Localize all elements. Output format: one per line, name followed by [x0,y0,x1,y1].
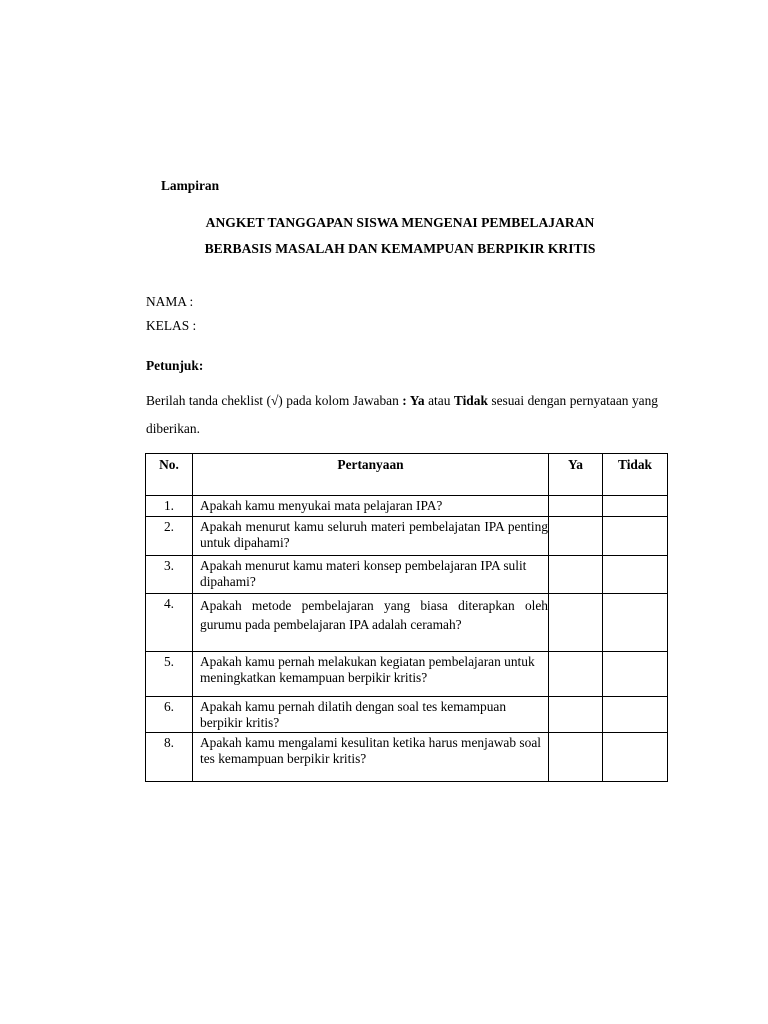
table-row [146,733,668,782]
answer-ya-cell[interactable] [549,496,603,517]
answer-tidak-cell[interactable] [603,733,668,782]
row-question: Apakah kamu mengalami kesulitan ketika harus menjawab soal tes kemampuan berpikir kritis? [193,733,549,782]
table-row [146,594,668,652]
answer-ya-cell[interactable] [549,594,603,652]
kelas-field: KELAS : [146,318,197,333]
row-question: Apakah menurut kamu seluruh materi pembelajatan IPA penting untuk dipahami? [193,517,549,556]
row-number: 5. [146,652,193,697]
instruction-tidak: Tidak [453,393,488,408]
instruction-ya: : Ya [402,393,425,408]
header-pertanyaan: Pertanyaan [193,454,549,496]
row-question: Apakah kamu menyukai mata pelajaran IPA? [193,496,549,517]
instruction-text-end: sesuai dengan pernyataan yang diberikan. [146,393,658,436]
answer-tidak-cell[interactable] [603,594,668,652]
answer-ya-cell[interactable] [549,556,603,594]
header-no: No. [146,454,193,496]
row-question: Apakah metode pembelajaran yang biasa diterapkan oleh gurumu pada pembelajaran IPA adalah ceramah? [193,594,549,652]
table-row [146,496,668,517]
row-question: Apakah menurut kamu materi konsep pembelajaran IPA sulit dipahami? [193,556,549,594]
table-row [146,652,668,697]
nama-field: NAMA : [146,294,194,309]
document-title-line-2: BERBASIS MASALAH DAN KEMAMPUAN BERPIKIR KRITIS [204,241,596,256]
answer-ya-cell[interactable] [549,652,603,697]
row-number: 3. [146,556,193,594]
table-row [146,697,668,733]
instruction-paragraph [146,387,658,443]
table-header-row [146,454,668,496]
table-row [146,517,668,556]
answer-tidak-cell[interactable] [603,517,668,556]
row-number: 1. [146,496,193,517]
questionnaire-table [145,453,668,782]
petunjuk-label: Petunjuk: [146,358,204,373]
answer-tidak-cell[interactable] [603,556,668,594]
header-tidak: Tidak [603,454,668,496]
document-title-line-1: ANGKET TANGGAPAN SISWA MENGENAI PEMBELAJARAN [205,215,595,230]
answer-tidak-cell[interactable] [603,697,668,733]
row-question: Apakah kamu pernah melakukan kegiatan pembelajaran untuk meningkatkan kemampuan berpikir kritis? [193,652,549,697]
row-question: Apakah kamu pernah dilatih dengan soal tes kemampuan berpikir kritis? [193,697,549,733]
answer-tidak-cell[interactable] [603,496,668,517]
header-ya: Ya [549,454,603,496]
instruction-atau: atau [424,393,454,408]
row-number: 8. [146,733,193,782]
instruction-text-start: Berilah tanda cheklist (√) pada kolom Jawaban [146,393,403,408]
row-number: 4. [146,594,193,652]
row-number: 6. [146,697,193,733]
row-number: 2. [146,517,193,556]
answer-ya-cell[interactable] [549,517,603,556]
answer-tidak-cell[interactable] [603,652,668,697]
lampiran-label: Lampiran [161,178,220,193]
answer-ya-cell[interactable] [549,697,603,733]
table-row [146,556,668,594]
answer-ya-cell[interactable] [549,733,603,782]
